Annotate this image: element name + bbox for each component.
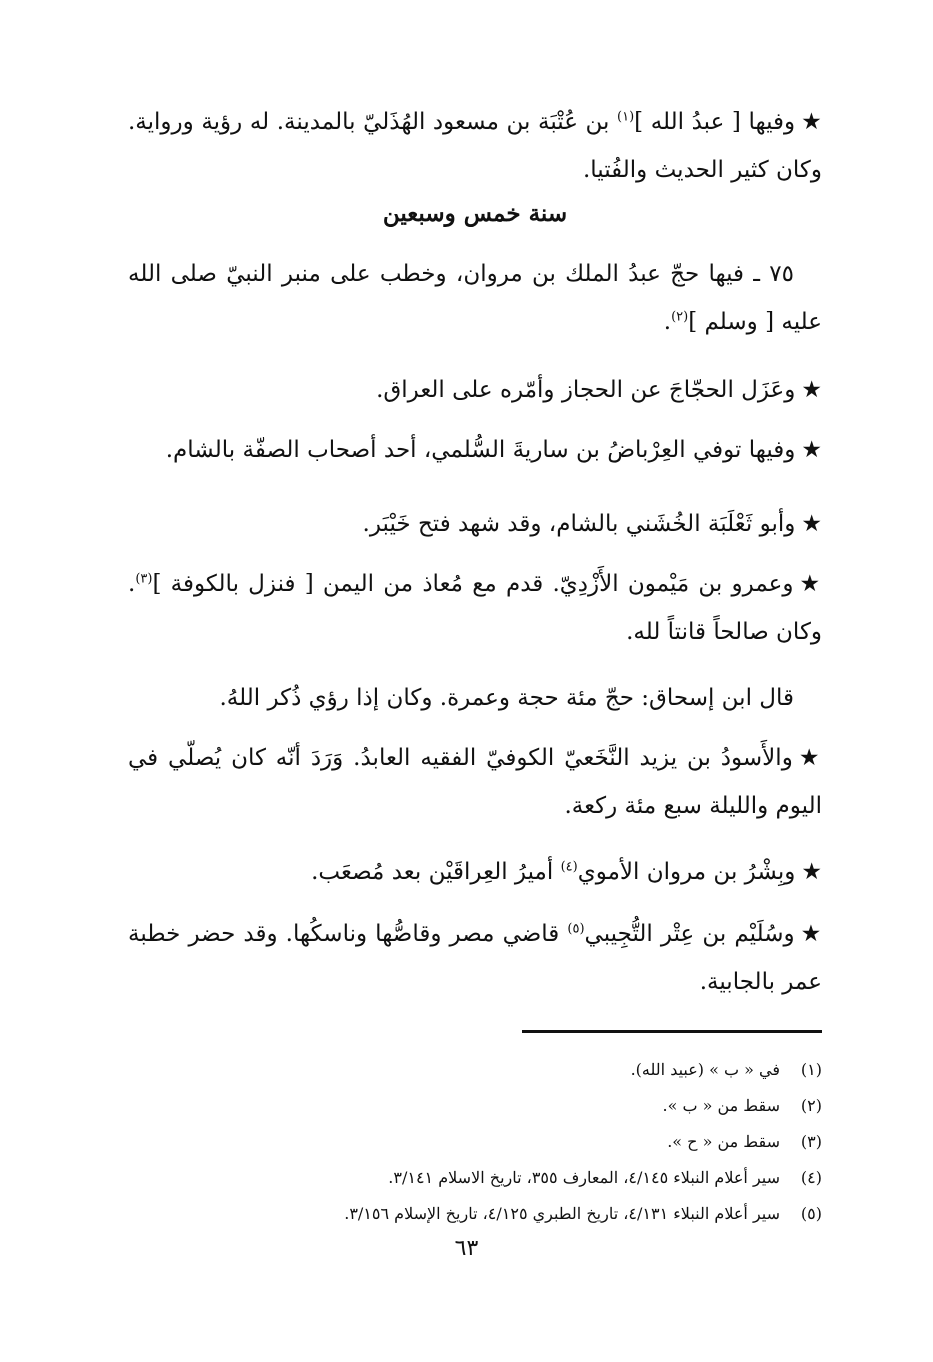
footnote-text: سير أعلام النبلاء ٤/١٤٥، المعارف ٣٥٥، تاريخ الاسلام ٣/١٤١. <box>388 1168 780 1187</box>
footnote-text: سقط من « ب ». <box>662 1096 780 1115</box>
entry-abdullah-bin-utba <box>128 98 822 194</box>
entry-hajjaj <box>128 366 822 414</box>
entry-text-continued: بن عُتْبَة بن مسعود الهُذَليّ بالمدينة. له رؤية ورواية. وكان كثير الحديث والفُتيا. <box>128 109 822 183</box>
star-marker: ★ <box>798 745 823 771</box>
entry-al-aswad <box>128 734 822 830</box>
entry-text: وعَزَل الحجّاجَ عن الحجاز وأمّره على العراق. <box>376 377 796 403</box>
quote-ibn-ishaq <box>128 674 822 722</box>
footnote-item <box>128 1160 822 1196</box>
footnote-text: سقط من « ح ». <box>667 1132 780 1151</box>
footnote-ref-5: (٥) <box>567 921 585 937</box>
entry-year-75-hajj <box>128 250 822 346</box>
entry-irbad-bin-sariya <box>128 426 822 474</box>
entry-sulaym-bin-itr <box>128 910 822 1006</box>
footnote-item <box>128 1196 822 1232</box>
entry-bishr-bin-marwan <box>128 848 822 896</box>
footnotes-list <box>128 1052 822 1232</box>
entry-text-continued: . وكان صالحاً قانتاً لله. <box>128 571 822 645</box>
star-marker: ★ <box>801 437 822 463</box>
entry-text: وفيها [ عبدُ الله ] <box>634 109 796 135</box>
entry-amr-bin-maymun <box>128 560 822 656</box>
entry-abu-thalaba <box>128 500 822 548</box>
footnote-ref-3: (٣) <box>135 571 153 587</box>
star-marker: ★ <box>801 377 822 403</box>
footnote-text: سير أعلام النبلاء ٤/١٣١، تاريخ الطبري ٤/١٢٥، تاريخ الإسلام ٣/١٥٦. <box>344 1204 780 1223</box>
footnote-number: (٣) <box>800 1132 822 1151</box>
entry-text-continued: . <box>663 309 672 335</box>
entry-text: وبِشْرُ بن مروان الأموي <box>577 859 796 885</box>
entry-text-continued: قاضي مصر وقاصُّها وناسكُها. وقد حضر خطبة عمر بالجابية. <box>128 921 822 995</box>
star-marker: ★ <box>800 921 822 947</box>
entry-text: قال ابن إسحاق: حجّ مئة حجة وعمرة. وكان إذا رؤي ذُكر اللهُ. <box>219 685 794 711</box>
entry-text-continued: أميرُ العِراقَيْن بعد مُصعَب. <box>311 859 554 885</box>
entry-text: وفيها توفي العِرْباضُ بن ساريةَ السُّلمي، أحد أصحاب الصفّة بالشام. <box>165 437 796 463</box>
footnote-ref-1: (١) <box>617 109 635 125</box>
footnote-item <box>128 1088 822 1124</box>
footnote-divider <box>522 1030 822 1033</box>
entry-text: وسُلَيْم بن عِتْر التُّجِيبي <box>584 921 795 947</box>
footnote-ref-4: (٤) <box>560 859 578 875</box>
star-marker: ★ <box>801 511 822 537</box>
star-marker: ★ <box>801 859 822 885</box>
footnote-number: (١) <box>800 1060 822 1079</box>
footnote-number: (٤) <box>800 1168 822 1187</box>
entry-text: والأَسودُ بن يزيد النَّخَعيّ الكوفيّ الفقيه العابدُ. وَرَدَ أنّه كان يُصلّي في اليوم والليلة سبع مئة ركعة. <box>128 745 822 819</box>
entry-text: ٧٥ ـ فيها حجّ عبدُ الملك بن مروان، وخطب على منبر النبيّ صلى الله عليه [ وسلم ] <box>128 261 822 335</box>
star-marker: ★ <box>799 571 822 597</box>
section-heading-year-75: سنة خمس وسبعين <box>382 200 568 227</box>
footnote-ref-2: (٢) <box>671 309 689 325</box>
footnote-item <box>128 1124 822 1160</box>
footnote-number: (٢) <box>800 1096 822 1115</box>
star-marker: ★ <box>801 109 823 135</box>
entry-text: وعمرو بن مَيْمون الأَزْدِيّ. قدم مع مُعاذ من اليمن [ فنزل بالكوفة ] <box>152 571 794 597</box>
footnote-number: (٥) <box>800 1204 822 1223</box>
footnote-text: في « ب » (عبيد الله). <box>630 1060 780 1079</box>
entry-text: وأبو ثَعْلَبَة الخُشَني بالشام، وقد شهد فتح خَيْبَر. <box>362 511 796 537</box>
footnote-item <box>128 1052 822 1088</box>
page-number: ٦٣ <box>454 1236 479 1261</box>
